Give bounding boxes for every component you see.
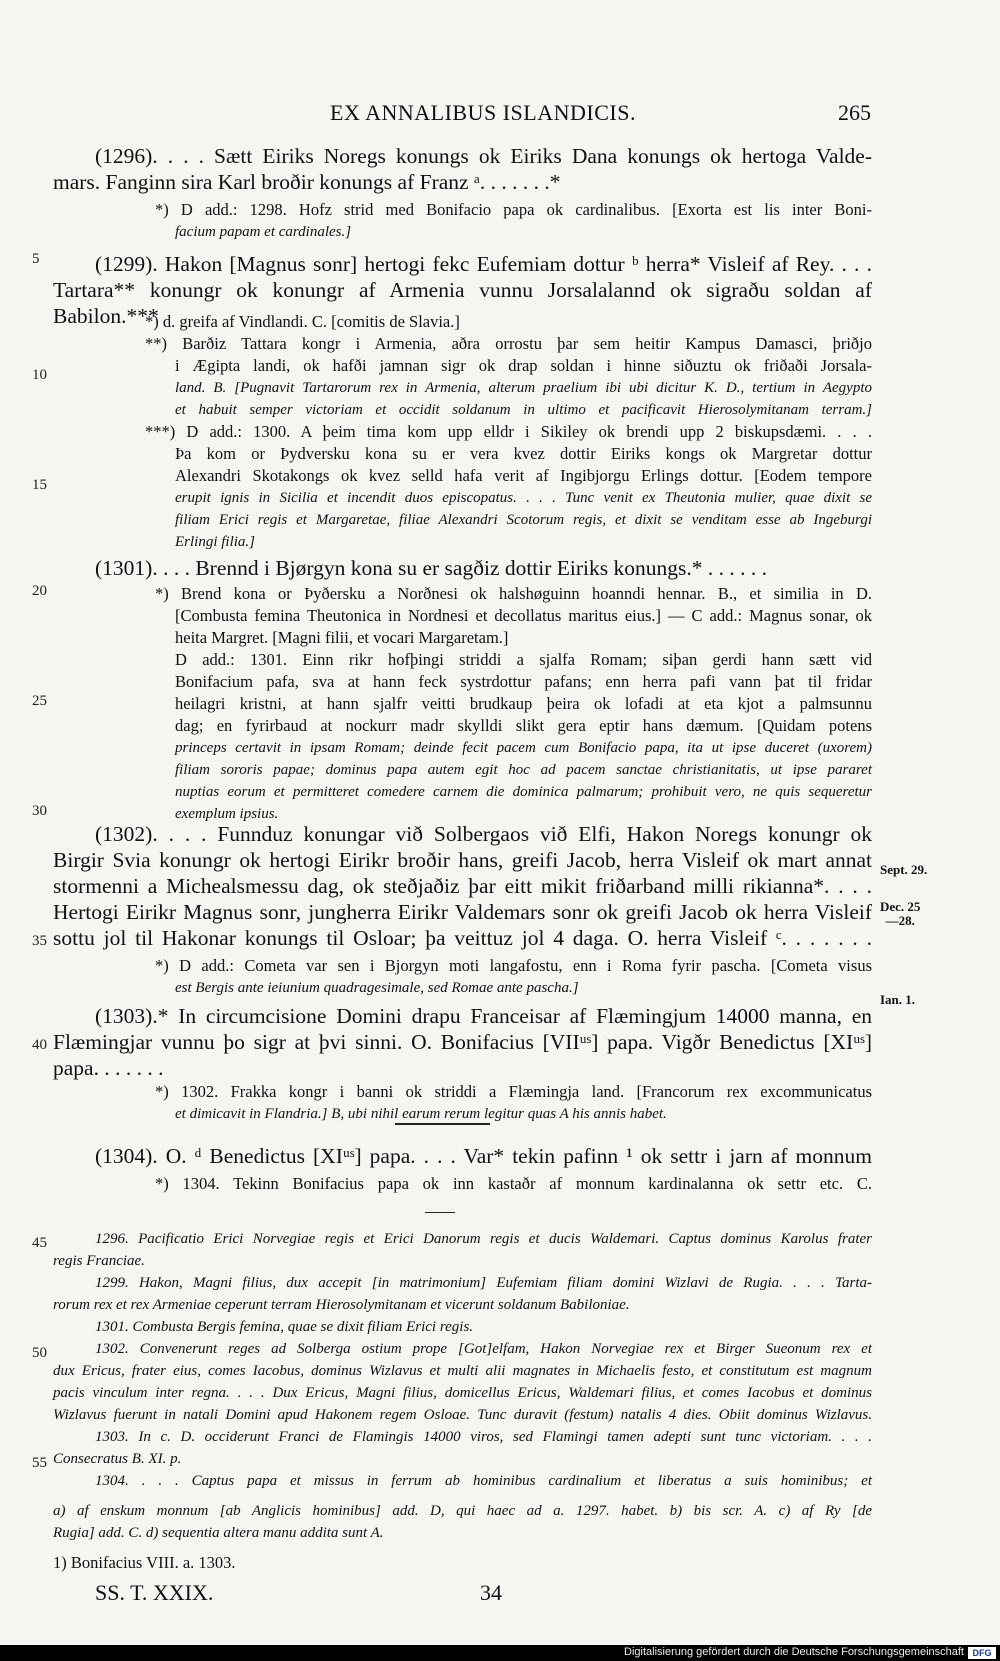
text-line: rorum rex et rex Armeniae ceperunt terram Hierosolymitanam et vicerunt soldanum Babiloniae.: [53, 1297, 630, 1313]
footer-series: SS. T. XXIX.: [95, 1580, 214, 1605]
text-line: Erlingi filia.]: [175, 534, 256, 550]
text-line: Tartara** konungr ok konungr af Armenia vunnu Jorsalalannd ok sigraðu soldan af Babilon.***: [53, 278, 872, 328]
line-number: 25: [32, 693, 47, 709]
running-header: EX ANNALIBUS ISLANDICIS.: [330, 100, 636, 125]
text-line: (1304). O. ᵈ Benedictus [XIᵘˢ] papa. . . . Var* tekin pafinn ¹ ok settr i jarn af monnum: [95, 1144, 872, 1168]
text-line: (1303).* In circumcisione Domini drapu Franceisar af Flæmingjum 14000 manna, en: [95, 1004, 872, 1028]
text-line: land. B. [Pugnavit Tartarorum rex in Armenia, alterum praelium ibi ubi dicitur K. D., tertium in Aegypto: [175, 380, 872, 396]
margin-note-dec-bottom: —28.: [885, 913, 915, 928]
text-line: regis Franciae.: [53, 1253, 145, 1269]
text-line: pacis vinculum inter regna. . . . Dux Ericus, Magni filius, domicellus Ericus, Waldemari filius, et comes Iacobus et dominus: [53, 1385, 872, 1401]
line-number: 20: [32, 583, 47, 599]
text-line: (1296). . . . Sætt Eiriks Noregs konungs ok Eiriks Dana konungs ok hertoga Valde-: [95, 144, 872, 168]
text-line: Þa kom or Þydversku kona su er vera kvez dottir Eiriks kongs ok Margretar dottur: [175, 444, 872, 463]
text-line: a) af enskum monnum [ab Anglicis hominibus] add. D, qui haec ad a. 1297. habet. b) bis scr. A. c) af Ry [de: [53, 1503, 872, 1519]
text-line: 1304. . . . Captus papa et missus in ferrum ab hominibus cardinalium et liberatus a suis hominibus; et: [95, 1473, 872, 1489]
text-line: [Combusta femina Theutonica in Nordnesi et decollatus maritus eius.] — C add.: Magnus sonar, ok: [175, 606, 872, 625]
text-line: Birgir Svia konungr ok hertogi Eirikr broðir hans, greifi Jacob, herra Visleif ok mart annat: [53, 848, 872, 872]
text-line: est Bergis ante ieiunium quadragesimale, sed Romae ante pascha.]: [175, 980, 579, 996]
text-line: heita Margret. [Magni filii, et vocari Margaretam.]: [175, 628, 509, 647]
text-line: et habuit semper victoriam et occidit soldanum in ultimo et pacificavit Hierosolymitanam terram.]: [175, 402, 872, 418]
footnote-divider: [425, 1212, 455, 1213]
text-line: ***) D add.: 1300. A þeim tima kom upp elldr i Sikiley ok brendi upp 2 biskupsdæmi. . . .: [145, 422, 872, 441]
text-line: (1302). . . . Funnduz konungar við Solbergaos við Elfi, Hakon Noregs konungr ok: [95, 822, 872, 846]
text-line: erupit ignis in Sicilia et incendit duos episcopatus. . . . Tunc venit ex Theutonia mulier, quae dixit se: [175, 490, 872, 506]
footer-sheet: 34: [480, 1580, 502, 1605]
text-line: (1301). . . . Brennd i Bjørgyn kona su er sagðiz dottir Eiriks konungs.* . . . . . .: [95, 556, 768, 580]
text-line: 1301. Combusta Bergis femina, quae se dixit filiam Erici regis.: [95, 1319, 474, 1335]
text-line: 1303. In c. D. occiderunt Franci de Flamingis 14000 viros, sed Flamingi tamen adepti sunt tunc victoriam. . . .: [95, 1429, 872, 1445]
text-line: exemplum ipsius.: [175, 806, 279, 822]
text-line: *) Brend kona or Þyðersku a Norðnesi ok halshøguinn hoanndi hennar. B., et similia in D.: [155, 584, 872, 603]
line-number: 15: [32, 477, 47, 493]
text-line: Wizlavus fuerunt in natali Domini apud Hakonem regem Osloae. Tunc duravit (festum) natalis 4 dies. Obiit dominus Wizlavus.: [53, 1407, 872, 1423]
line-number: 35: [32, 933, 47, 949]
text-line: 1299. Hakon, Magni filius, dux accepit [in matrimonium] Eufemiam filiam domini Wizlavi de Rugia. . . . Tarta-: [95, 1275, 872, 1291]
text-line: *) 1304. Tekinn Bonifacius papa ok inn kastaðr af monnum kardinalanna ok settr etc. C.: [155, 1174, 872, 1193]
credit-text: Digitalisierung gefördert durch die Deutsche Forschungsgemeinschaft: [624, 1646, 964, 1658]
text-line: 1302. Convenerunt reges ad Solberga ostium prope [Got]elfam, Hakon Norvegiae rex et Birger Sueonum rex et: [95, 1341, 872, 1357]
text-line: facium papam et cardinales.]: [175, 224, 352, 240]
text-line: heilagri kristni, at hann sjalfr veitti brudkaup þeira ok lofadi at eta kjot a palmsunnu: [175, 694, 872, 713]
text-line: *) D add.: Cometa var sen i Bjorgyn moti langafostu, enn i Roma fyrir pascha. [Cometa visus: [155, 956, 872, 975]
text-line: et dimicavit in Flandria.] B, ubi nihil earum rerum legitur quas A his annis habet.: [175, 1106, 667, 1122]
text-line: Rugia] add. C. d) sequentia altera manu addita sunt A.: [53, 1525, 384, 1541]
text-line: 1) Bonifacius VIII. a. 1303.: [53, 1553, 236, 1572]
margin-note-dec-top: Dec. 25: [880, 899, 921, 914]
text-line: Alexandri Skotakongs ok kvez selld hafa verit af Ingibjorgu Erlings dottur. [Eodem tempore: [175, 466, 872, 485]
text-line: nuptias eorum et permitteret comedere carnem die dominica palmarum; prohibuit vero, ne quis sequeretur: [175, 784, 872, 800]
text-line: 1296. Pacificatio Erici Norvegiae regis et Erici Danorum regis et ducis Waldemari. Captus dominus Karolus frater: [95, 1231, 872, 1247]
text-line: stormenni a Michealsmessu dag, ok steðjaðiz þar eitt mikit friðarband milli rikianna*. . . .: [53, 874, 872, 898]
text-line: (1299). Hakon [Magnus sonr] hertogi fekc Eufemiam dottur ᵇ herra* Visleif af Rey. . . .: [95, 252, 872, 276]
section-divider: [395, 1123, 490, 1125]
page-number: 265: [838, 100, 871, 125]
text-line: filiam Erici regis et Margaretae, filiae Alexandri Scotorum regis, et dixit se venditam esse ab Ingeburgi: [175, 512, 872, 528]
text-line: **) Barðiz Tattara kongr i Armenia, aðra orrostu þar sem heitir Kampus Damasci, þriðjo: [145, 334, 872, 353]
line-number: 30: [32, 803, 47, 819]
text-line: Hertogi Eirikr Magnus sonr, jungherra Eirikr Valdemars sonr ok greifi Jacob ok herra Visleif: [53, 900, 872, 924]
dfg-logo: DFG: [968, 1647, 996, 1659]
margin-note-ian: Ian. 1.: [880, 992, 916, 1007]
text-line: Bonifacium pafa, sva at hann feck systrdottur pafans; enn herra pafi vann þat til fridar: [175, 672, 872, 691]
text-line: princeps certavit in ipsam Romam; deinde fecit pacem cum Bonifacio papa, ita ut ipse duceret (uxorem): [175, 740, 872, 756]
text-line: *) 1302. Frakka kongr i banni ok striddi a Flæmingja land. [Francorum rex excommunicatus: [155, 1082, 872, 1101]
line-number: 50: [32, 1345, 47, 1361]
line-number: 10: [32, 367, 47, 383]
text-line: D add.: 1301. Einn rikr hofþingi striddi a sjalfa Romam; siþan gerdi hann sætt vid: [175, 650, 872, 669]
text-line: *) D add.: 1298. Hofz strid med Bonifacio papa ok cardinalibus. [Exorta est lis inter Boni-: [155, 200, 872, 219]
text-line: filiam sororis papae; dominus papa autem egit hoc ad pacem sanctae christianitatis, ut ipse pararet: [175, 762, 872, 778]
text-line: Flæmingjar vunnu þo sigr at þvi sinni. O. Bonifacius [VIIᵘˢ] papa. Vigðr Benedictus [XIᵘˢ]: [53, 1030, 872, 1054]
margin-note-dec: [880, 900, 920, 928]
line-number: 55: [32, 1455, 47, 1471]
text-line: mars. Fanginn sira Karl broðir konungs af Franz ᵃ. . . . . . .*: [53, 170, 561, 194]
text-line: *) d. greifa af Vindlandi. C. [comitis de Slavia.]: [145, 312, 460, 331]
line-number: 40: [32, 1037, 47, 1053]
text-line: papa. . . . . . .: [53, 1056, 164, 1080]
line-number: 5: [32, 251, 40, 267]
text-line: dux Ericus, frater eius, comes Iacobus, dominus Wizlavus et multi alii magnates in Michaelis festo, et constitutum est magnum: [53, 1363, 872, 1379]
margin-note-sept: Sept. 29.: [880, 862, 928, 877]
text-line: sottu jol til Hakonar konungs til Osloar; þa veittuz jol 4 daga. O. herra Visleif ᶜ. . . . . . .: [53, 926, 872, 950]
text-line: i Ægipta landi, ok hafði jamnan sigr ok drap soldan i hinne siðuztu ok friðaði Jorsala-: [175, 356, 872, 375]
text-line: dag; en fyrirbaud at nockurr madr skylldi slikt gera eptir hans dæmum. [Quidam potens: [175, 716, 872, 735]
line-number: 45: [32, 1235, 47, 1251]
text-line: Consecratus B. XI. p.: [53, 1451, 182, 1467]
